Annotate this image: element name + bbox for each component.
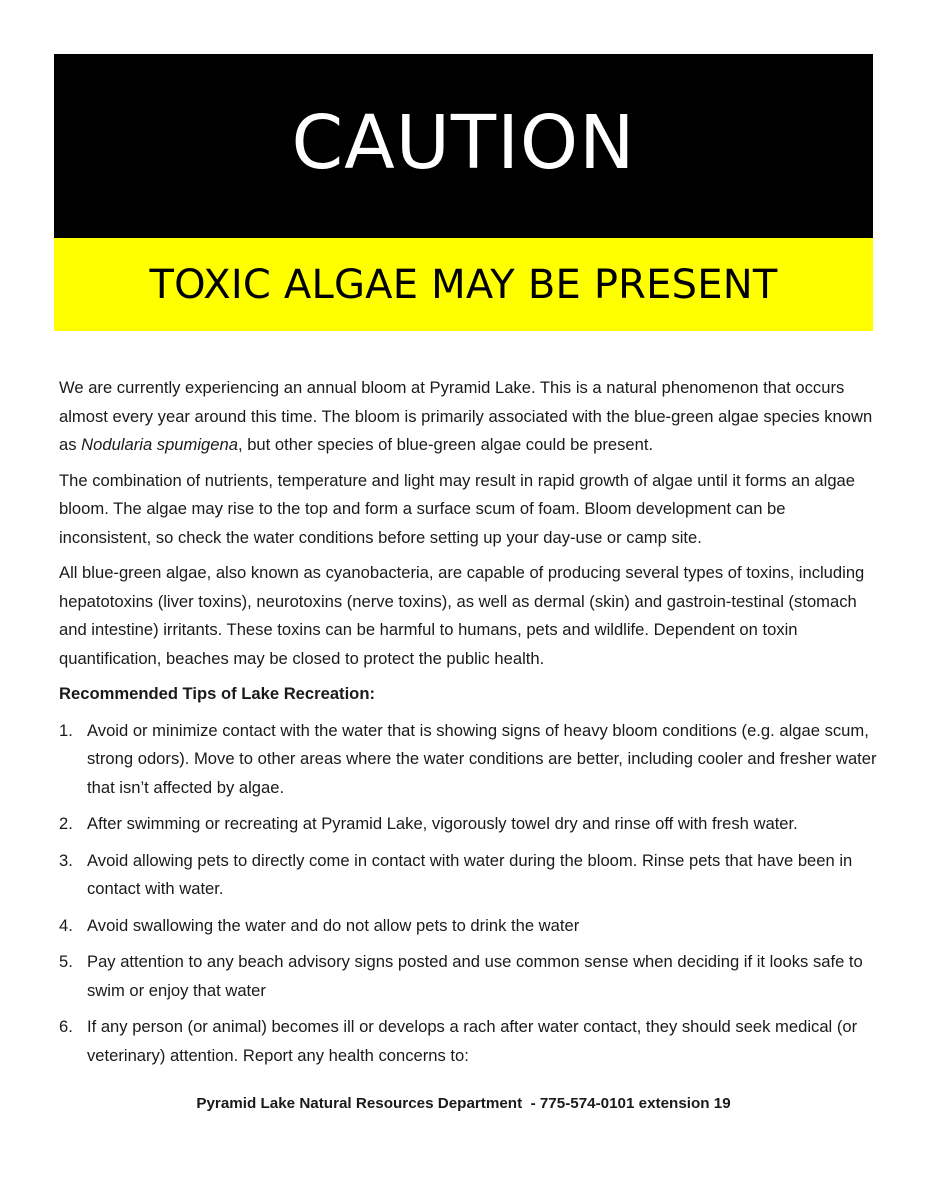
notice-body <box>59 374 879 1078</box>
list-item-number: 3. <box>59 850 73 870</box>
list-item-number: 1. <box>59 720 73 740</box>
list-item <box>59 1013 879 1070</box>
list-item <box>59 912 879 941</box>
paragraph-toxins: All blue-green algae, also known as cyanobacteria, are capable of producing several types of toxins, including hepatotoxins (liver toxins), neurotoxins (nerve toxins), as well as dermal (skin) and gastroin-testinal (stomach and intestine) irritants. These toxins can be harmful to humans, pets and wildlife. Dependent on toxin quantification, beaches may be closed to protect the public health. <box>59 563 865 668</box>
paragraph-bloom-text-a: We are currently experiencing an annual bloom at Pyramid Lake. This is a natural phenomenon that occurs almost every year around this time. The bloom is primarily associated with the blue-green algae species known as <box>59 378 873 454</box>
list-item <box>59 717 879 803</box>
list-item-number: 2. <box>59 814 73 833</box>
list-item-text: If any person (or animal) becomes ill or develops a rach after water contact, they should seek medical (or veterinary) attention. Report any health concerns to: <box>87 1017 858 1065</box>
list-item-number: 5. <box>59 952 73 971</box>
warning-subtitle: TOXIC ALGAE MAY BE PRESENT <box>149 261 778 308</box>
contact-footer: Pyramid Lake Natural Resources Department - 775-574-0101 extension 19 <box>196 1095 731 1112</box>
list-item-number: 6. <box>59 1017 73 1036</box>
list-item <box>59 948 879 1005</box>
list-item-text: Avoid swallowing the water and do not allow pets to drink the water <box>87 915 580 935</box>
paragraph-bloom <box>59 374 879 460</box>
caution-banner <box>54 54 873 238</box>
species-name: Nodularia spumigena <box>81 435 238 454</box>
list-item-text: Pay attention to any beach advisory signs posted and use common sense when deciding if it looks safe to swim or enjoy that water <box>87 952 863 1000</box>
paragraph-bloom-text-b: , but other species of blue-green algae could be present. <box>237 435 654 454</box>
list-item-text: After swimming or recreating at Pyramid Lake, vigorously towel dry and rinse off with fresh water. <box>87 814 798 833</box>
warning-banner <box>54 238 873 331</box>
list-item-text: Avoid or minimize contact with the water that is showing signs of heavy bloom conditions (e.g. algae scum, strong odors). Move to other areas where the water conditions are better, including cooler and fresher water that isn’t affected by algae. <box>87 720 877 797</box>
list-item-text: Avoid allowing pets to directly come in contact with water during the bloom. Rinse pets that have been in contact with water. <box>87 850 853 898</box>
list-item <box>59 810 879 839</box>
caution-title: CAUTION <box>291 100 636 186</box>
list-item <box>59 847 879 904</box>
list-item-number: 4. <box>59 915 73 935</box>
tips-list <box>59 717 879 1071</box>
tips-heading: Recommended Tips of Lake Recreation: <box>59 684 375 703</box>
paragraph-conditions: The combination of nutrients, temperature and light may result in rapid growth of algae until it forms an algae bloom. The algae may rise to the top and form a surface scum of foam. Bloom development can be inconsistent, so check the water conditions before setting up your day-use or camp site. <box>59 470 856 547</box>
